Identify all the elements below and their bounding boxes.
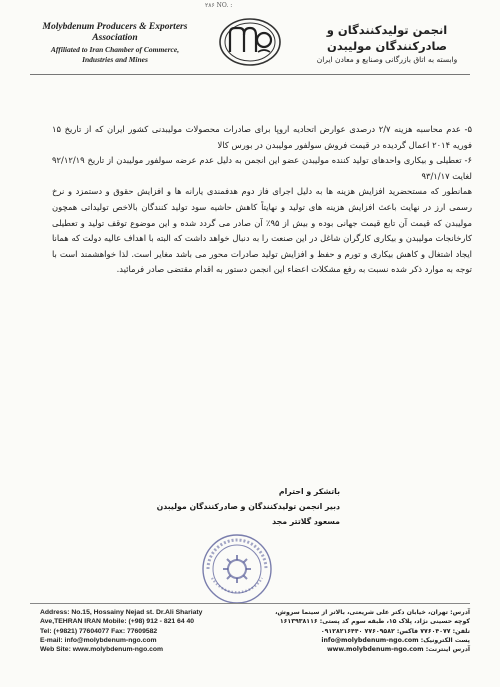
footer-website-fa: آدرس اینترنت: www.molybdenum-ngo.com (326, 646, 470, 654)
letter-number-mark: ۲۸۶ NO. : (205, 2, 233, 9)
footer-address-en-line1: Address: No.15, Hossainy Nejad st. Dr.Ali Shariaty (40, 609, 203, 616)
association-name-en-line1: Molybdenum Producers & Exporters (42, 22, 188, 32)
footer-email-fa: پست الکترونیک: info@molybdenum-ngo.com (321, 636, 470, 644)
association-logo-icon (218, 16, 282, 68)
signatory-name: مسعود گلاتتر مجد (272, 517, 340, 526)
header-english (40, 22, 190, 64)
footer-tel-fax-en: Tel: (+9821) 77604077 Fax: 77609582 (40, 627, 158, 635)
footer-address-en-line2: Ave,TEHRAN IRAN Mobile: (+98) 912 - 821 64 40 (40, 618, 195, 626)
header-divider (30, 74, 470, 75)
footer-address-fa-line1: آدرس: تهران، خیابان دکتر علی شریعتی، بالاتر از سینما سروش، (275, 609, 470, 616)
item-6-paragraph: ۶- تعطیلی و بیکاری واحدهای تولید کننده مولیبدن عضو این انجمن به دلیل عدم عرضه سولفور مولیبدن از تاریخ ۹۲/۱۲/۱۹ لغایت ۹۳/۱/۱۷ (52, 155, 472, 181)
association-name-en-line2: Association (92, 33, 138, 43)
footer-address-fa-line2: کوچه حسینی نژاد، پلاک ۱۵، طبقه سوم کد پستی: ۱۶۱۳۹۳۸۱۱۶ (279, 618, 470, 626)
affiliation-en-line2: Industries and Mines (82, 55, 148, 64)
association-name-fa: انجمن تولیدکنندگان و صادرکنندگان مولیبدن (326, 23, 448, 53)
footer-website-en: Web Site: www.molybdenum-ngo.com (40, 646, 164, 654)
footer-email-en: E-mail: info@molybdenum-ngo.com (40, 636, 157, 644)
item-5-paragraph: ۵- عدم محاسبه هزینه ۲/۷ درصدی عوارض اتحادیه اروپا برای صادرات محصولات مولیبدنی کشور ایران که از تاریخ ۱۵ فوریه ۲۰۱۴ اعمال گردیده در قیمت فروش سولفور مولیبدن در بورس کالا (52, 124, 472, 150)
signature-block (157, 484, 340, 529)
letter-body (52, 122, 472, 278)
affiliation-fa: وابسته به اتاق بازرگانی وصنایع و معادن ایران (316, 55, 458, 64)
footer-contact-en (40, 608, 270, 654)
closing-salutation: باتشکر و احترام (278, 487, 340, 496)
footer-contact-fa (240, 608, 470, 654)
signatory-title: دبیر انجمن تولیدکنندگان و صادرکنندگان مولیبدن (156, 502, 340, 511)
footer-tel-fa: تلفن: ۷۷۶۰۴۰۷۷ فاکس: ۷۷۶۰۹۵۸۲ ۰۹۱۲۸۲۱۶۴۴۰ (320, 627, 470, 635)
footer-divider (30, 603, 470, 604)
official-seal-stamp (200, 532, 274, 606)
main-paragraph: همانطور که مستحضرید افزایش هزینه ها به دلیل اجرای فاز دوم هدفمندی یارانه ها و افزایش حقوق و دستمزد و نرخ رسمی ارز در نهایت باعث افزایش هزینه های تولید و نهایتاً کاهش حاشیه سود تولید کنندگان بالاخص تولیداتی همچون مولیبدن که قیمت آن تابع قیمت جهانی بوده و بیش از ۹۵٪ آن صادر می گردد شده و این موضوع توقف تولید و تعطیلی کارخانجات مولیبدن و بیکاری کارگران شاغل در این صنعت را به دنبال خواهد داشت که البته با اهداف عالیه دولت که همانا ایجاد اشتغال و کاهش بیکاری و تورم و حفظ و افزایش تولید صادرات محور می باشد مغایر است. لذا خواهشمند است با توجه به موارد ذکر شده نسبت به رفع مشکلات اعضاء این انجمن دستور به اقدام مقتضی صادر فرمائید. (52, 186, 472, 275)
affiliation-en-line1: Affiliated to Iran Chamber of Commerce, (50, 45, 180, 54)
header-persian (292, 22, 482, 66)
